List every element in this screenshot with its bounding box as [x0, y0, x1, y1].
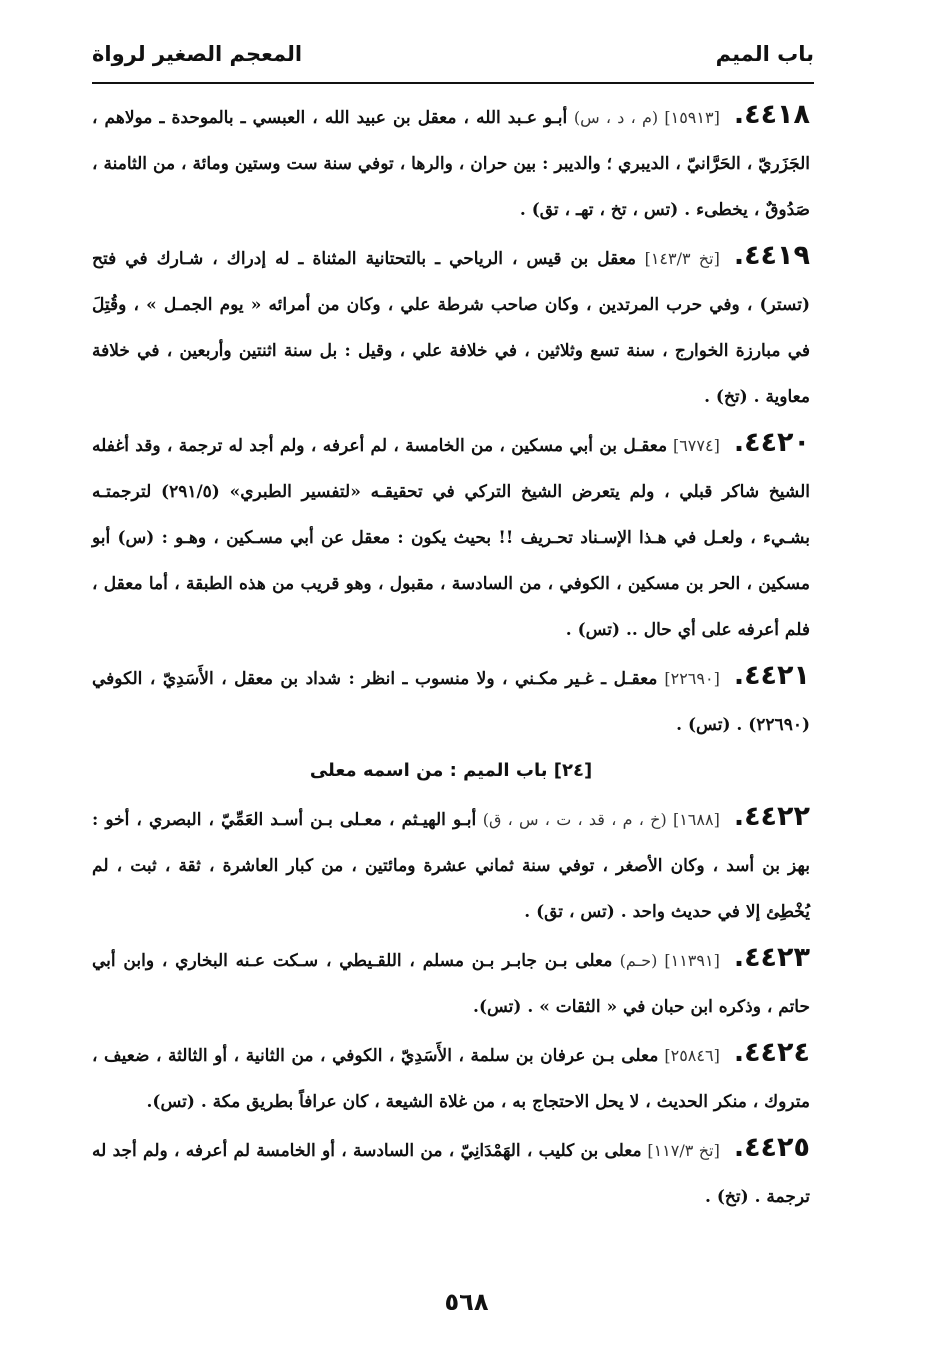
entry-4421 [92, 653, 810, 748]
entry-text: أبـو عـبد الله ، معقل بن عبيد الله ، العبسي ـ بالموحدة ـ مولاهم ، الجَزَريّ ، الحَرَّانيّ ، الديبري ؛ والديبر : بين حران ، والرها ، توفي سنة ست وستين ومائة ، من الثامنة ، صَدُوقٌ ، يخطىء . (تس ، تخ ، تهـ ، تق) . [92, 108, 810, 220]
entry-text: معقـل بن أبي مسكين ، من الخامسة ، لم أعرفه ، ولم أجد له ترجمة ، وقد أغفله الشيخ شاكر قبلي ، ولم يتعرض الشيخ التركي في تحقيقـه «لتفسير الطبري» (٢٩١/٥) لترجمتـه بشـيء ، ولعـل في هـذا الإسـناد تحـريف !! بحيث يكون : معقل عن أبي مسـكين ، وهـو : (س) أبو مسكين ، الحر بن مسكين ، الكوفي ، من السادسة ، مقبول ، وهو قريب من هذه الطبقة ، أما معقل ، فلم أعرفه على أي حال .. (تس) . [92, 436, 810, 640]
entry-number: ٤٤٢٠. [733, 427, 811, 458]
entry-text: أبـو الهيـثم ، معـلى بـن أسـد العَمِّيّ ، البصري ، أخو : بهز بن أسد ، وكان الأصغر ، توفي سنة ثماني عشرة ومائتين ، من كبار العاشرة ، ثقة ، ثبت ، لم يُخْطِئ إلا في حديث واحد . (تس ، تق) . [92, 810, 810, 922]
chapter-title: باب الميم [715, 42, 814, 66]
entry-4419 [92, 233, 810, 420]
entry-text: معلى بن كليب ، الهَمْدَانِيّ ، من السادسة ، أو الخامسة لم أعرفه ، ولم أجد له ترجمة . (تخ) . [92, 1141, 810, 1207]
entry-reference: [تخ ١١٧/٣] [647, 1141, 720, 1160]
entry-reference: [٢٥٨٤٦] [664, 1046, 720, 1065]
entry-text: معقل بن قيس ، الرياحي ـ بالتحتانية المثناة ـ له إدراك ، شـارك في فتح (تستر) ، وفي حرب المرتدين ، وكان صاحب شرطة علي ، وكان من أمرائه « يوم الجمـل » ، وقُتِلَ في مبارزة الخوارج ، سنة تسع وثلاثين ، في خلافة علي ، وقيل : بل سنة اثنتين وأربعين ، في خلافة معاوية . (تخ) . [92, 249, 810, 407]
entry-number: ٤٤٢١. [733, 660, 810, 691]
book-title: المعجم الصغير لرواة [92, 42, 303, 66]
running-header [92, 38, 814, 78]
entry-reference: [٢٢٦٩٠] [664, 669, 720, 688]
entry-number: ٤٤١٩. [733, 240, 810, 271]
entry-reference: [١٦٨٨] (خ ، م ، قد ، ت ، س ، ق) [482, 810, 720, 829]
entry-text: معلى بـن جابـر بـن مسلم ، اللقـيطي ، سـكت عـنه البخاري ، وابن أبي حاتم ، وذكره ابن حبان في « الثقات » . (تس). [92, 951, 810, 1017]
entry-4425 [92, 1125, 810, 1220]
entry-text: معلى بـن عرفان بن سلمة ، الأَسَدِيّ ، الكوفي ، من الثانية ، أو الثالثة ، ضعيف ، متروك ، منكر الحديث ، لا يحل الاحتجاج به ، من غلاة الشيعة ، كان عرافاً بطريق مكة . (تس). [92, 1046, 810, 1112]
header-divider [92, 82, 814, 84]
entry-4418 [92, 92, 810, 233]
entry-reference: [١٥٩١٣] (م ، د ، س) [573, 108, 720, 127]
entry-4420 [92, 420, 810, 653]
entry-reference: [٦٧٧٤] [672, 436, 720, 455]
entry-4424 [92, 1030, 810, 1125]
page-body [92, 92, 810, 1220]
entry-4422 [92, 794, 810, 935]
entry-number: ٤٤١٨. [733, 99, 811, 130]
entry-reference: [١١٣٩١] (حـم) [619, 951, 720, 970]
entry-number: ٤٤٢٣. [733, 942, 810, 973]
section-heading: [٢٤] باب الميم : من اسمه معلى [309, 760, 593, 781]
entry-number: ٤٤٢٢. [733, 801, 810, 832]
page-number: ٥٦٨ [444, 1288, 489, 1316]
entry-4423 [92, 935, 810, 1030]
entry-text: معقـل ـ غـير مكـني ، ولا منسوب ـ انظر : شداد بن معقل ، الأَسَدِيّ ، الكوفي (٢٢٦٩٠) . (تس) . [92, 669, 810, 735]
entry-number: ٤٤٢٥. [733, 1132, 810, 1163]
entry-reference: [تخ ١٤٣/٣] [644, 249, 720, 268]
entry-number: ٤٤٢٤. [733, 1037, 810, 1068]
